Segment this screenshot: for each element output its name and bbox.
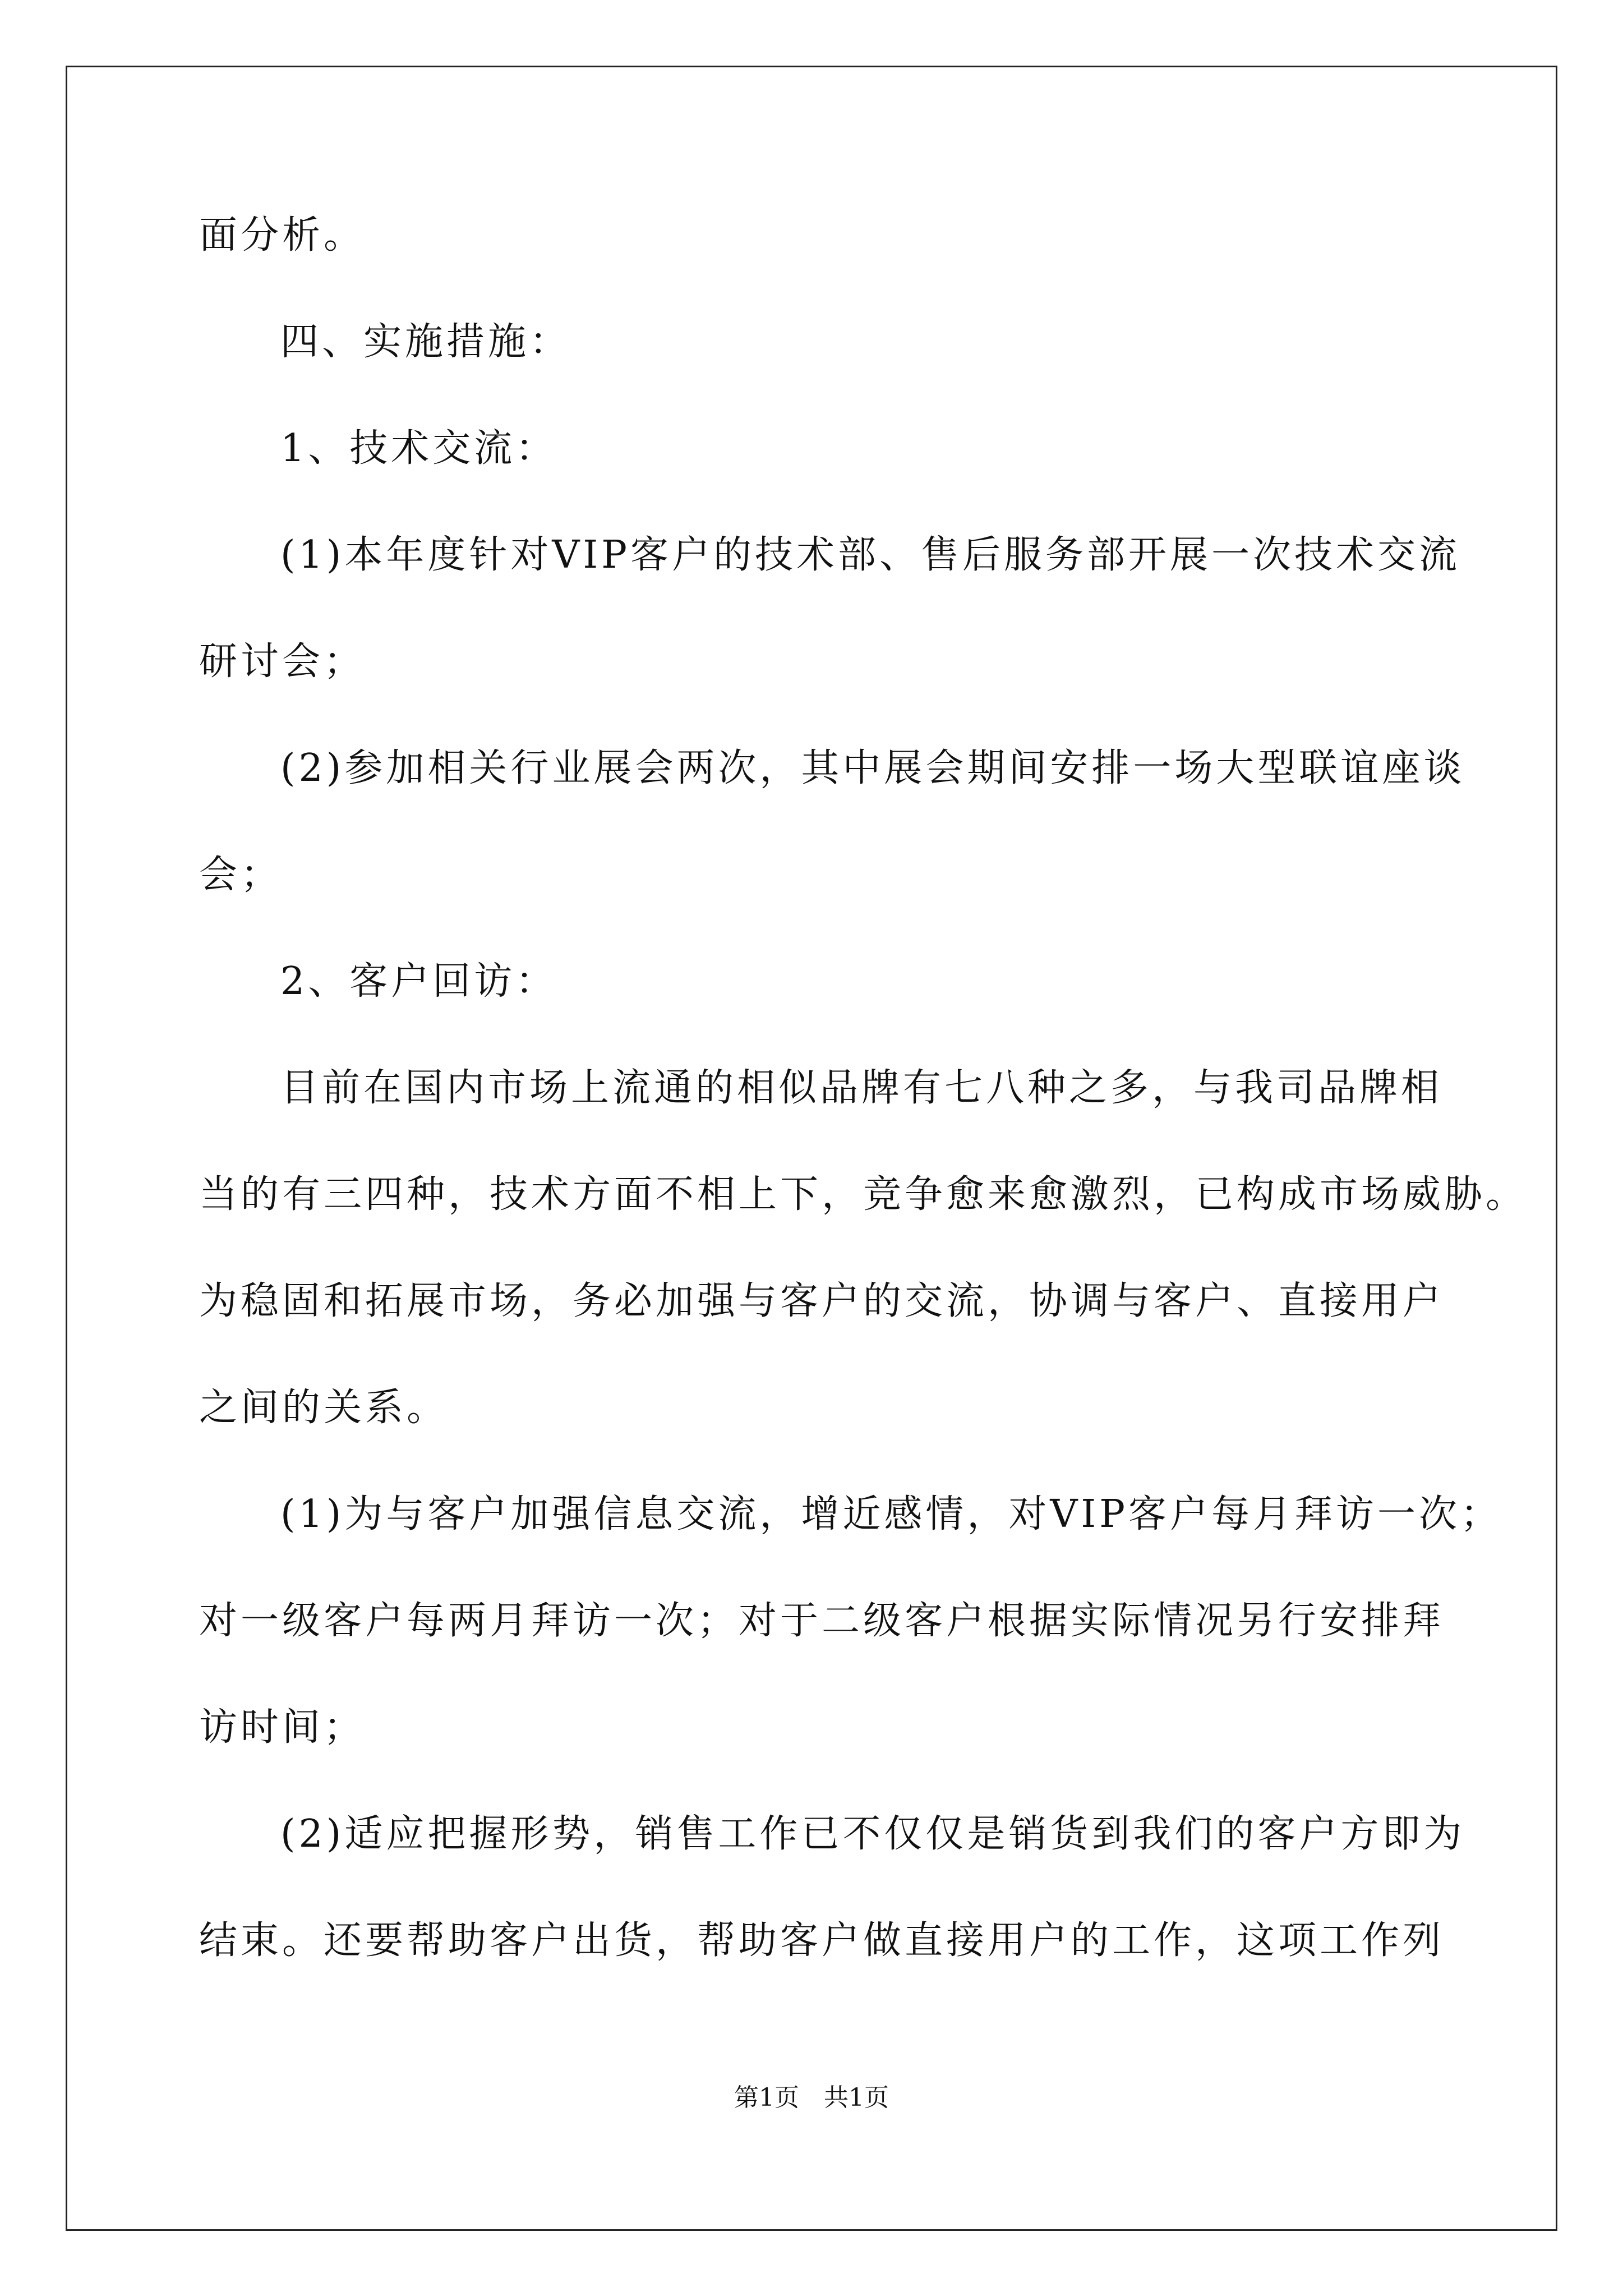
- text-line: (2)适应把握形势，销售工作已不仅仅是销货到我们的客户方即为: [280, 1812, 1465, 1856]
- subsection-heading: 1、技术交流：: [280, 426, 557, 471]
- text-line: 访时间；: [199, 1705, 366, 1750]
- subsection-heading: 2、客户回访：: [280, 959, 557, 1004]
- text-line: 为稳固和拓展市场，务必加强与客户的交流，协调与客户、直接用户: [199, 1279, 1445, 1323]
- text-line: 当的有三四种，技术方面不相上下，竞争愈来愈激烈，已构成市场威胁。: [199, 1172, 1528, 1217]
- page-border: [66, 66, 1557, 2231]
- section-heading: 四、实施措施：: [280, 320, 571, 364]
- text-line: 结束。还要帮助客户出货，帮助客户做直接用户的工作，这项工作列: [199, 1918, 1445, 1963]
- text-line: 会；: [199, 853, 283, 897]
- text-line: (1)为与客户加强信息交流，增近感情，对VIP客户每月拜访一次；: [280, 1492, 1502, 1536]
- text-line: 之间的关系。: [199, 1386, 449, 1430]
- text-line: (1)本年度针对VIP客户的技术部、售后服务部开展一次技术交流: [280, 533, 1461, 577]
- page-number-footer: 第1页 共1页: [734, 2083, 889, 2112]
- text-line: 面分析。: [199, 213, 366, 257]
- text-line: (2)参加相关行业展会两次，其中展会期间安排一场大型联谊座谈: [280, 746, 1465, 790]
- text-line: 研讨会；: [199, 639, 366, 684]
- text-line: 对一级客户每两月拜访一次；对于二级客户根据实际情况另行安排拜: [199, 1599, 1445, 1643]
- text-line: 目前在国内市场上流通的相似品牌有七八种之多，与我司品牌相: [280, 1066, 1443, 1110]
